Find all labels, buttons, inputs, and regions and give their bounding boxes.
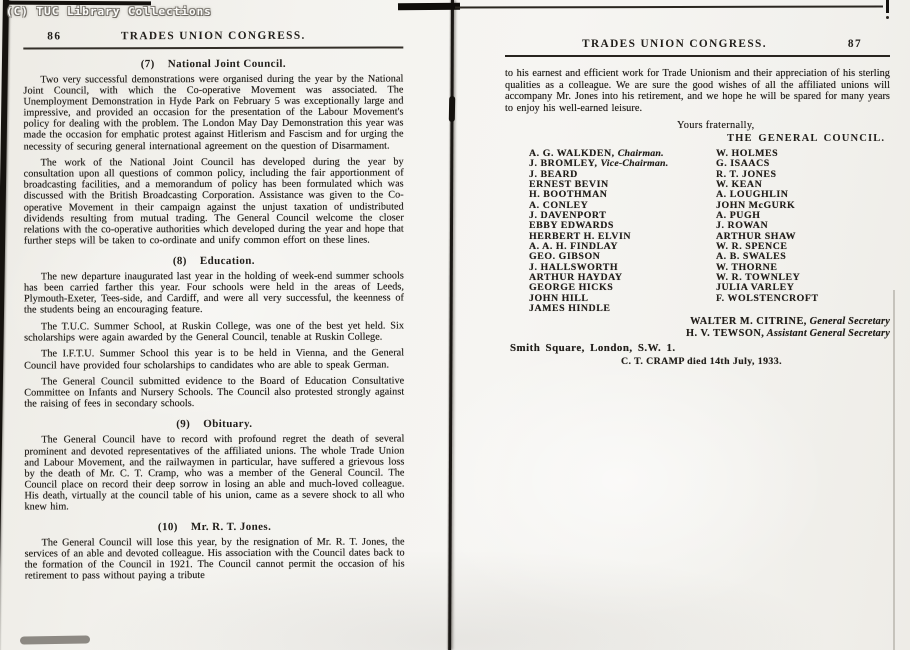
council-member-name: W. KEAN: [716, 178, 763, 190]
right-running-title: TRADES UNION CONGRESS.: [582, 38, 767, 50]
council-member-name: A. A. H. FINDLAY: [529, 240, 619, 252]
secretaries-block: [505, 316, 890, 339]
council-member-name: J. BROMLEY,: [529, 158, 598, 170]
council-member-name: W. HOLMES: [716, 147, 779, 159]
section-heading: [23, 58, 403, 71]
body-paragraph: The General Council will lose this year, by the resignation of Mr. R. T. Jones, the services of an able and devoted colleague. His association with the Council dates back to the formation of the Council in 1921. The Council cannot permit the occasion of his retirement to pass without paying a tribute: [24, 536, 405, 582]
left-running-head: [23, 30, 403, 45]
scan-top-edge-line-right: [455, 5, 883, 8]
council-member-name: J. HALLSWORTH: [529, 261, 619, 273]
council-member-name: A. LOUGHLIN: [716, 189, 789, 201]
right-running-head: [505, 38, 890, 52]
council-member-name: W. R. TOWNLEY: [716, 272, 801, 283]
address-line: Smith Square, London, S.W. 1.: [510, 342, 676, 355]
scan-top-right-mark: [886, 0, 889, 13]
council-member-name: H. BOOTHMAN: [529, 189, 608, 201]
section-number: (7): [140, 58, 155, 71]
section-heading: [24, 418, 404, 431]
body-paragraph: The I.F.T.U. Summer School this year is to be held in Vienna, and the General Council have provided four scholarships to candidates who are able to speak German.: [24, 347, 405, 372]
council-member-name: A. B. SWALES: [716, 251, 787, 263]
left-page-number: 86: [47, 30, 62, 43]
left-page-sections: [23, 58, 404, 582]
council-member-name: JOHN McGURK: [716, 199, 796, 211]
council-member-name: ERNEST BEVIN: [529, 178, 609, 190]
council-member-name: J. ROWAN: [716, 220, 769, 232]
body-paragraph: The work of the National Joint Council has developed during the year by consultation upon all questions of common policy, including the fair apportionment of broadcasting facilities, and a memorandum of policy has been formulated which was discussed with the British Broadcasting Corporation. Assistance was given to the Co-operative Movement in their campaign against the unjust taxation of undistributed dividends resulting from mutual trading. The General Council welcome the closer relations with the co-operative authorities which developed during the year and hope that further steps will be taken to co-ordinate and unify common effort on these lines.: [23, 156, 404, 247]
council-member-role: Chairman.: [617, 147, 664, 159]
section-heading: [24, 254, 404, 267]
council-member-name: ARTHUR HAYDAY: [529, 272, 623, 283]
council-member-name: R. T. JONES: [716, 168, 777, 180]
section-number: (8): [172, 254, 187, 268]
scan-bottom-smudge: [20, 635, 90, 644]
body-paragraph: The new departure inaugurated last year in the holding of week-end summer schools has been carried farther this year. Four schools were held in the areas of Leeds, Plymouth-Exeter, Tees-side, and Cardiff, and were all very successful, the keenness of the students being an encouraging feature.: [23, 270, 404, 316]
secretary-title: Assistant General Secretary: [764, 327, 890, 339]
right-page-number: 87: [847, 38, 862, 50]
scan-right-page-edge: [893, 290, 895, 650]
scan-top-right-dot: [886, 16, 889, 19]
council-member-name: F. WOLSTENCROFT: [716, 292, 819, 304]
secretary-title: General Secretary: [806, 316, 890, 328]
section-title: National Joint Council.: [167, 57, 287, 71]
page-86: [23, 30, 404, 588]
council-members-column-left: [529, 149, 716, 315]
section-title: Education.: [199, 254, 255, 267]
section-title: Mr. R. T. Jones.: [190, 520, 272, 534]
council-member: [529, 304, 716, 314]
body-paragraph: The General Council have to record with profound regret the death of several prominent and devoted representatives of the affiliated unions. The whole Trade Union and Labour Movement, and the railwaymen in particular, have suffered a grievous loss by the death of Mr. C. T. Cramp, who was a member of the General Council. The Council place on record their deep sorrow in losing an able and much-loved colleague. His death, virtually at the council table of his union, came as a severe shock to all who knew him.: [24, 433, 405, 513]
secretary-name: H. V. TEWSON,: [686, 327, 765, 339]
body-paragraph: The T.U.C. Summer School, at Ruskin College, was one of the best yet held. Six scholarships were again awarded by the General Council, tenable at Ruskin College.: [24, 320, 405, 344]
council-member-name: JOHN HILL: [529, 292, 589, 304]
body-paragraph: Two very successful demonstrations were organised during the year by the National Joint Council, with which the Co-operative Movement was associated. The Unemployment Demonstration in Hyde Park on February 5 was exceptionally large and impressive, and provided an occasion for the presentation of the Labour Movement's policy for dealing with the problem. The London May Day Demonstration this year was made the occasion for emphatic protest against Hitlerism and Fascism and for urging the necessity of securing general international agreement on the question of Disarmament.: [23, 73, 404, 153]
body-paragraph: The General Council submitted evidence to the Board of Education Consultative Committee on Infants and Nursery Schools. The Council also protested strongly against the raising of fees in secondary schools.: [24, 375, 405, 410]
council-member: [716, 294, 819, 304]
scan-gutter-blot: [449, 96, 455, 122]
council-member-name: A. PUGH: [716, 209, 761, 221]
left-running-title: TRADES UNION CONGRESS.: [120, 29, 306, 43]
section-title: Obituary.: [203, 418, 253, 431]
section-number: (9): [176, 418, 191, 431]
council-member-name: JAMES HINDLE: [529, 303, 611, 315]
secretary-line: [505, 328, 890, 339]
council-member-name: JULIA VARLEY: [716, 282, 795, 294]
general-council-signature: THE GENERAL COUNCIL.: [727, 132, 886, 144]
right-head-rule: [505, 55, 890, 57]
council-member-name: A. CONLEY: [529, 199, 589, 211]
salutation: Yours fraternally,: [677, 119, 755, 131]
council-member-name: W. R. SPENCE: [716, 240, 788, 252]
section-heading: [25, 521, 405, 534]
library-watermark: (C) TUC Library Collections: [6, 5, 212, 18]
council-member-name: J. DAVENPORT: [529, 209, 607, 221]
council-member-role: Vice-Chairman.: [600, 158, 669, 170]
continuation-paragraph: to his earnest and efficient work for Trade Unionism and their appreciation of his sterling qualities as a colleague. We are sure the good wishes of all the affiliated unions will accompany Mr. Jones into his retirement, and we hope he will be spared for many years to enjoy his well-earned leisure.: [505, 68, 890, 114]
council-member-name: A. G. WALKDEN,: [529, 147, 615, 159]
council-member-name: GEO. GIBSON: [529, 251, 601, 263]
council-member-name: EBBY EDWARDS: [529, 220, 614, 232]
council-member-name: ARTHUR SHAW: [716, 230, 797, 242]
council-member-name: J. BEARD: [529, 168, 578, 180]
secretary-name: WALTER M. CITRINE,: [690, 316, 807, 328]
council-member-name: GEORGE HICKS: [529, 282, 614, 294]
council-members-column-right: [716, 149, 819, 315]
section-number: (10): [157, 521, 178, 534]
council-members-list: [529, 149, 890, 315]
council-member-name: G. ISAACS: [716, 158, 770, 170]
council-member-name: W. THORNE: [716, 261, 778, 273]
cramp-obituary-note: C. T. CRAMP died 14th July, 1933.: [621, 356, 782, 368]
scan-top-edge-blot: [398, 3, 460, 10]
secretary-line: [505, 316, 890, 327]
page-87: [505, 38, 890, 367]
left-head-rule: [23, 47, 403, 50]
scan-left-book-edge: [0, 0, 9, 650]
council-member-name: HERBERT H. ELVIN: [529, 230, 632, 242]
